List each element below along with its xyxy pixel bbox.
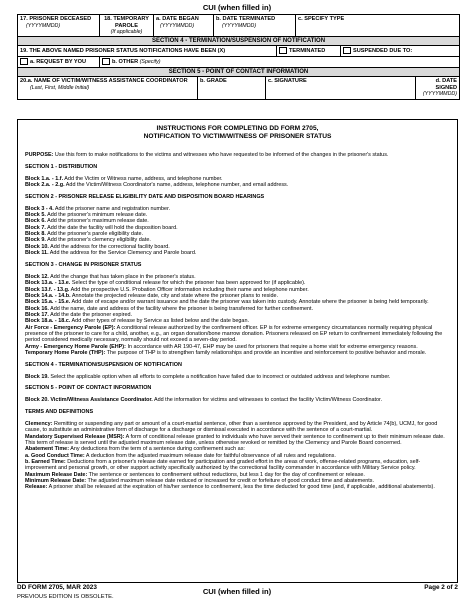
instruction-key: Block 16. <box>25 305 49 312</box>
section-1-lines <box>25 176 450 189</box>
instruction-key: b. Earned Time: <box>25 459 66 466</box>
terms-title: TERMS AND DEFINITIONS <box>25 409 94 416</box>
instruction-text: Add the address for the Service Clemency and Parole board. <box>48 250 197 257</box>
instruction-key: Block 7. <box>25 224 46 231</box>
instruction-text: Remitting or suspending any part or amount of a court-martial sentence, other than a sentence approved by the President, and by Article 74(b), UCMJ, for good cause, to substitute an administrative form of discharge for a discharge or dismissal executed in accordance with the sentence of a court-martial. <box>25 421 438 434</box>
instruction-line <box>25 459 450 472</box>
instruction-text: Add the prisoner's minimum release date. <box>45 212 148 219</box>
status-row <box>18 15 459 37</box>
instruction-line <box>25 484 450 490</box>
instruction-key: Block 2.a. - 2.g. <box>25 182 65 189</box>
instruction-text: Add the name, date and address of the facility where the prisoner is being transferred for further confinement. <box>48 305 314 312</box>
instruction-key: Block 19. <box>25 373 49 380</box>
instruction-key: a. Good Conduct Time: <box>25 452 85 459</box>
instruction-line <box>25 325 450 344</box>
suspended-reason-row <box>18 57 459 68</box>
instruction-text: Deductions from a prisoner's release date earned for participation and graded effort in the areas of work, offense-related programs, education, self-improvement and personal growth, or other support activity specifically authorized by the correctional facility commander in accordance with Military Service policy. <box>25 459 421 472</box>
suspended-option[interactable]: SUSPENDED DUE TO: <box>341 46 459 56</box>
section-4-header: SECTION 4 - TERMINATION/SUSPENSION OF NOTIFICATION <box>18 37 459 46</box>
instruction-key: Block 8. <box>25 231 46 238</box>
instruction-text: Add the prisoner's clemency eligibility date. <box>45 237 151 244</box>
instruction-key: Army - Emergency Home Parole (EHP): <box>25 343 126 350</box>
section-3-title: SECTION 3 - CHANGE IN PRISONER STATUS <box>25 261 142 268</box>
request-by-you-option[interactable]: a. REQUEST BY YOU <box>18 57 100 67</box>
section-5-header: SECTION 5 - POINT OF CONTACT INFORMATION <box>18 68 459 77</box>
instruction-key: Release: <box>25 484 48 491</box>
terms-lines <box>25 421 450 491</box>
instruction-key: Maximum Release Date: <box>25 471 88 478</box>
instruction-key: Air Force - Emergency Parole (EP): <box>25 324 116 331</box>
instruction-text: A conditional release authorized by the confinement officer. EP is for extreme emergency circumstances normally requiring physical presence of the prisoner to care for a child, another, e.g., an organ donation/bone marrow donation. Prisoners released on EP return to confinement immediately following the period considered medically necessary, normally should not exceed a seven-day period. <box>25 324 443 344</box>
instructions-title: INSTRUCTIONS FOR COMPLETING DD FORM 2705, NOTIFICATION TO VICTIM/WITNESS OF PRISONER STATUS <box>143 125 332 140</box>
section-5-title: SECTION 5 - POINT OF CONTACT INFORMATION <box>25 385 152 392</box>
instruction-text: Add the date the prisoner expired. <box>48 311 133 318</box>
form-id: DD FORM 2705, MAR 2023 <box>17 584 97 591</box>
other-option[interactable]: b. OTHER (Specify) <box>100 57 459 67</box>
section-2-lines <box>25 206 450 257</box>
contact-row <box>18 77 459 99</box>
instruction-line <box>25 434 450 447</box>
instruction-text: Add the prisoner's maximum release date. <box>45 218 149 225</box>
other-checkbox[interactable] <box>102 58 110 65</box>
instruction-key: Block 11. <box>25 250 49 257</box>
instruction-key: Block 14.a. - 14.b. <box>25 292 71 299</box>
terminated-checkbox[interactable] <box>279 47 287 54</box>
date-began-field[interactable]: a. DATE BEGAN (YYYYMMDD) <box>154 15 214 36</box>
instruction-text: Add the prospective U.S. Probation Officer information including their name and telephone number. <box>69 286 309 293</box>
instruction-text: Add the address for the correctional facility board. <box>48 243 170 250</box>
instruction-key: Block 18.a. - 18.c. <box>25 318 71 325</box>
coordinator-name-field[interactable]: 20.a. NAME OF VICTIM/WITNESS ASSISTANCE COORDINATOR (Last, First, Middle Initial) <box>18 77 198 99</box>
instruction-key: Temporary Home Parole (THP): <box>25 349 106 356</box>
obsolete-note: PREVIOUS EDITION IS OBSOLETE. <box>17 594 114 600</box>
instruction-key: Abatement Time: <box>25 446 70 453</box>
section-4-title: SECTION 4 - TERMINATION/SUSPENSION OF NOTIFICATION <box>25 361 182 368</box>
instruction-key: Mandatory Supervised Release (MSR): <box>25 433 125 440</box>
cui-marking-top: CUI (when filled in) <box>202 3 272 12</box>
instruction-key: Block 13.a. - 13.e. <box>25 280 71 287</box>
instruction-text: Add the change that has taken place in the prisoner's status. <box>48 273 196 280</box>
instruction-text: Add date of escape and/or warrant issuance and the date the prisoner was taken into custody. Annotate where the prisoner is being held temporarily. <box>70 299 429 306</box>
instruction-text: Any deductions from the term of a sentence during confinement such as: <box>69 446 245 453</box>
instruction-line <box>25 374 450 380</box>
instruction-text: Add other types of release by Service as listed below and the date began. <box>70 318 249 325</box>
instruction-key: Block 9. <box>25 237 46 244</box>
instruction-key: Block 5. <box>25 212 46 219</box>
instruction-text: Select the type of conditional release for which the prisoner has been approved for (if applicable). <box>70 280 306 287</box>
instruction-text: The purpose of THP is to strengthen family relationships and provide an incentive and reinforcement to positive behavior and morale. <box>105 349 427 356</box>
instruction-text: Add the prisoner name and registration number. <box>53 205 171 212</box>
request-by-you-checkbox[interactable] <box>20 58 28 65</box>
terminated-option[interactable]: TERMINATED <box>277 46 341 56</box>
instruction-text: In accordance with AR 190-47, EHP may be used for prisoners that require a home visit for extreme emergency reasons. <box>125 343 418 350</box>
instruction-text: A deduction from the adjusted maximum release date for faithful observance of all rules and regulations. <box>84 452 336 459</box>
prisoner-deceased-field[interactable]: 17. PRISONER DECEASED (YYYYMMDD) <box>18 15 100 36</box>
instruction-text: Add the prisoner's parole eligibility date. <box>45 231 144 238</box>
instruction-key: Block 1.a. - 1.f. <box>25 175 64 182</box>
instruction-key: Block 6. <box>25 218 46 225</box>
instruction-text: Add the Victim or Witness name, address, and telephone number. <box>63 175 223 182</box>
instruction-key: Minimum Release Date: <box>25 478 87 485</box>
instruction-key: Clemency: <box>25 421 53 427</box>
date-terminated-field[interactable]: b. DATE TERMINATED (YYYYMMDD) <box>214 15 296 36</box>
instruction-key: Block 17. <box>25 311 49 318</box>
instruction-text: A form of conditional release granted to individuals who have served their sentence to confinement up to their minimum release date. This term of release is served until the adjusted maximum release date, unless otherwise revoked or remitted by the Clemency and Parole Board concerned. <box>25 433 445 447</box>
instruction-key: Block 13.f. - 13.g. <box>25 286 70 293</box>
form-table <box>17 14 460 100</box>
grade-field[interactable]: b. GRADE <box>198 77 266 99</box>
section-3-lines <box>25 274 450 356</box>
signature-field[interactable]: c. SIGNATURE <box>266 77 416 99</box>
instruction-key: Block 20. Victim/Witness Assistance Coordinator. <box>25 397 153 404</box>
instruction-line <box>25 421 450 434</box>
suspended-checkbox[interactable] <box>343 47 351 54</box>
purpose-paragraph: PURPOSE: Use this form to make notifications to the victims and witnesses who have requested to be informed of the changes in the prisoner's status. <box>25 152 389 158</box>
instruction-key: Block 15.a. - 15.e. <box>25 299 71 306</box>
instruction-text: The adjusted maximum release date reduced or increased for credit or forfeiture of good conduct time and abatements. <box>86 478 374 485</box>
cui-marking-bottom: CUI (when filled in) <box>202 587 272 596</box>
instruction-text: Add the date the facility will hold the disposition board. <box>45 224 178 231</box>
instruction-text: The sentence or sentences to confinement without reductions, but less 1 day for the day of confinement or release. <box>87 471 365 478</box>
page-number: Page 2 of 2 <box>424 584 458 591</box>
instructions-body <box>25 152 450 491</box>
instruction-key: Block 12. <box>25 273 49 280</box>
instruction-text: Select the applicable option when all efforts to complete a notification have failed due to incorrect or outdated address and telephone number. <box>48 373 391 380</box>
termination-row <box>18 46 459 57</box>
section-4-lines <box>25 374 450 380</box>
section-2-title: SECTION 2 - PRISONER RELEASE ELIGIBILITY DATE AND DISPOSITION BOARD HEARINGS <box>25 193 265 200</box>
instructions-panel <box>17 119 458 583</box>
instruction-text: Annotate the projected release date, city and state where the prisoner plans to reside. <box>70 292 278 299</box>
date-signed-field[interactable]: d. DATE SIGNED (YYYYMMDD) <box>422 78 457 98</box>
notifications-status-label: 19. THE ABOVE NAMED PRISONER STATUS NOTIFICATIONS HAVE BEEN (X) <box>18 46 277 56</box>
temporary-parole-field[interactable]: 18. TEMPORARY PAROLE (If applicable) <box>100 15 154 36</box>
section-1-title: SECTION 1 - DISTRIBUTION <box>25 163 98 170</box>
instruction-key: Block 3 - 4. <box>25 205 54 212</box>
instruction-key: Block 10. <box>25 243 49 250</box>
instruction-text: Add the information for victims and witnesses to contact the facility Victim/Witness Coordinator. <box>152 397 383 404</box>
instruction-line <box>25 350 450 356</box>
instruction-text: A prisoner shall be released at the expiration of his/her sentence to confinement, less the time deducted for good time (and, if applicable, additional abatements). <box>47 484 435 491</box>
instruction-text: Add the Victim/Witness Coordinator's name, address, telephone number, and email address. <box>64 182 289 189</box>
specify-type-field[interactable]: c. SPECIFY TYPE <box>298 16 345 22</box>
